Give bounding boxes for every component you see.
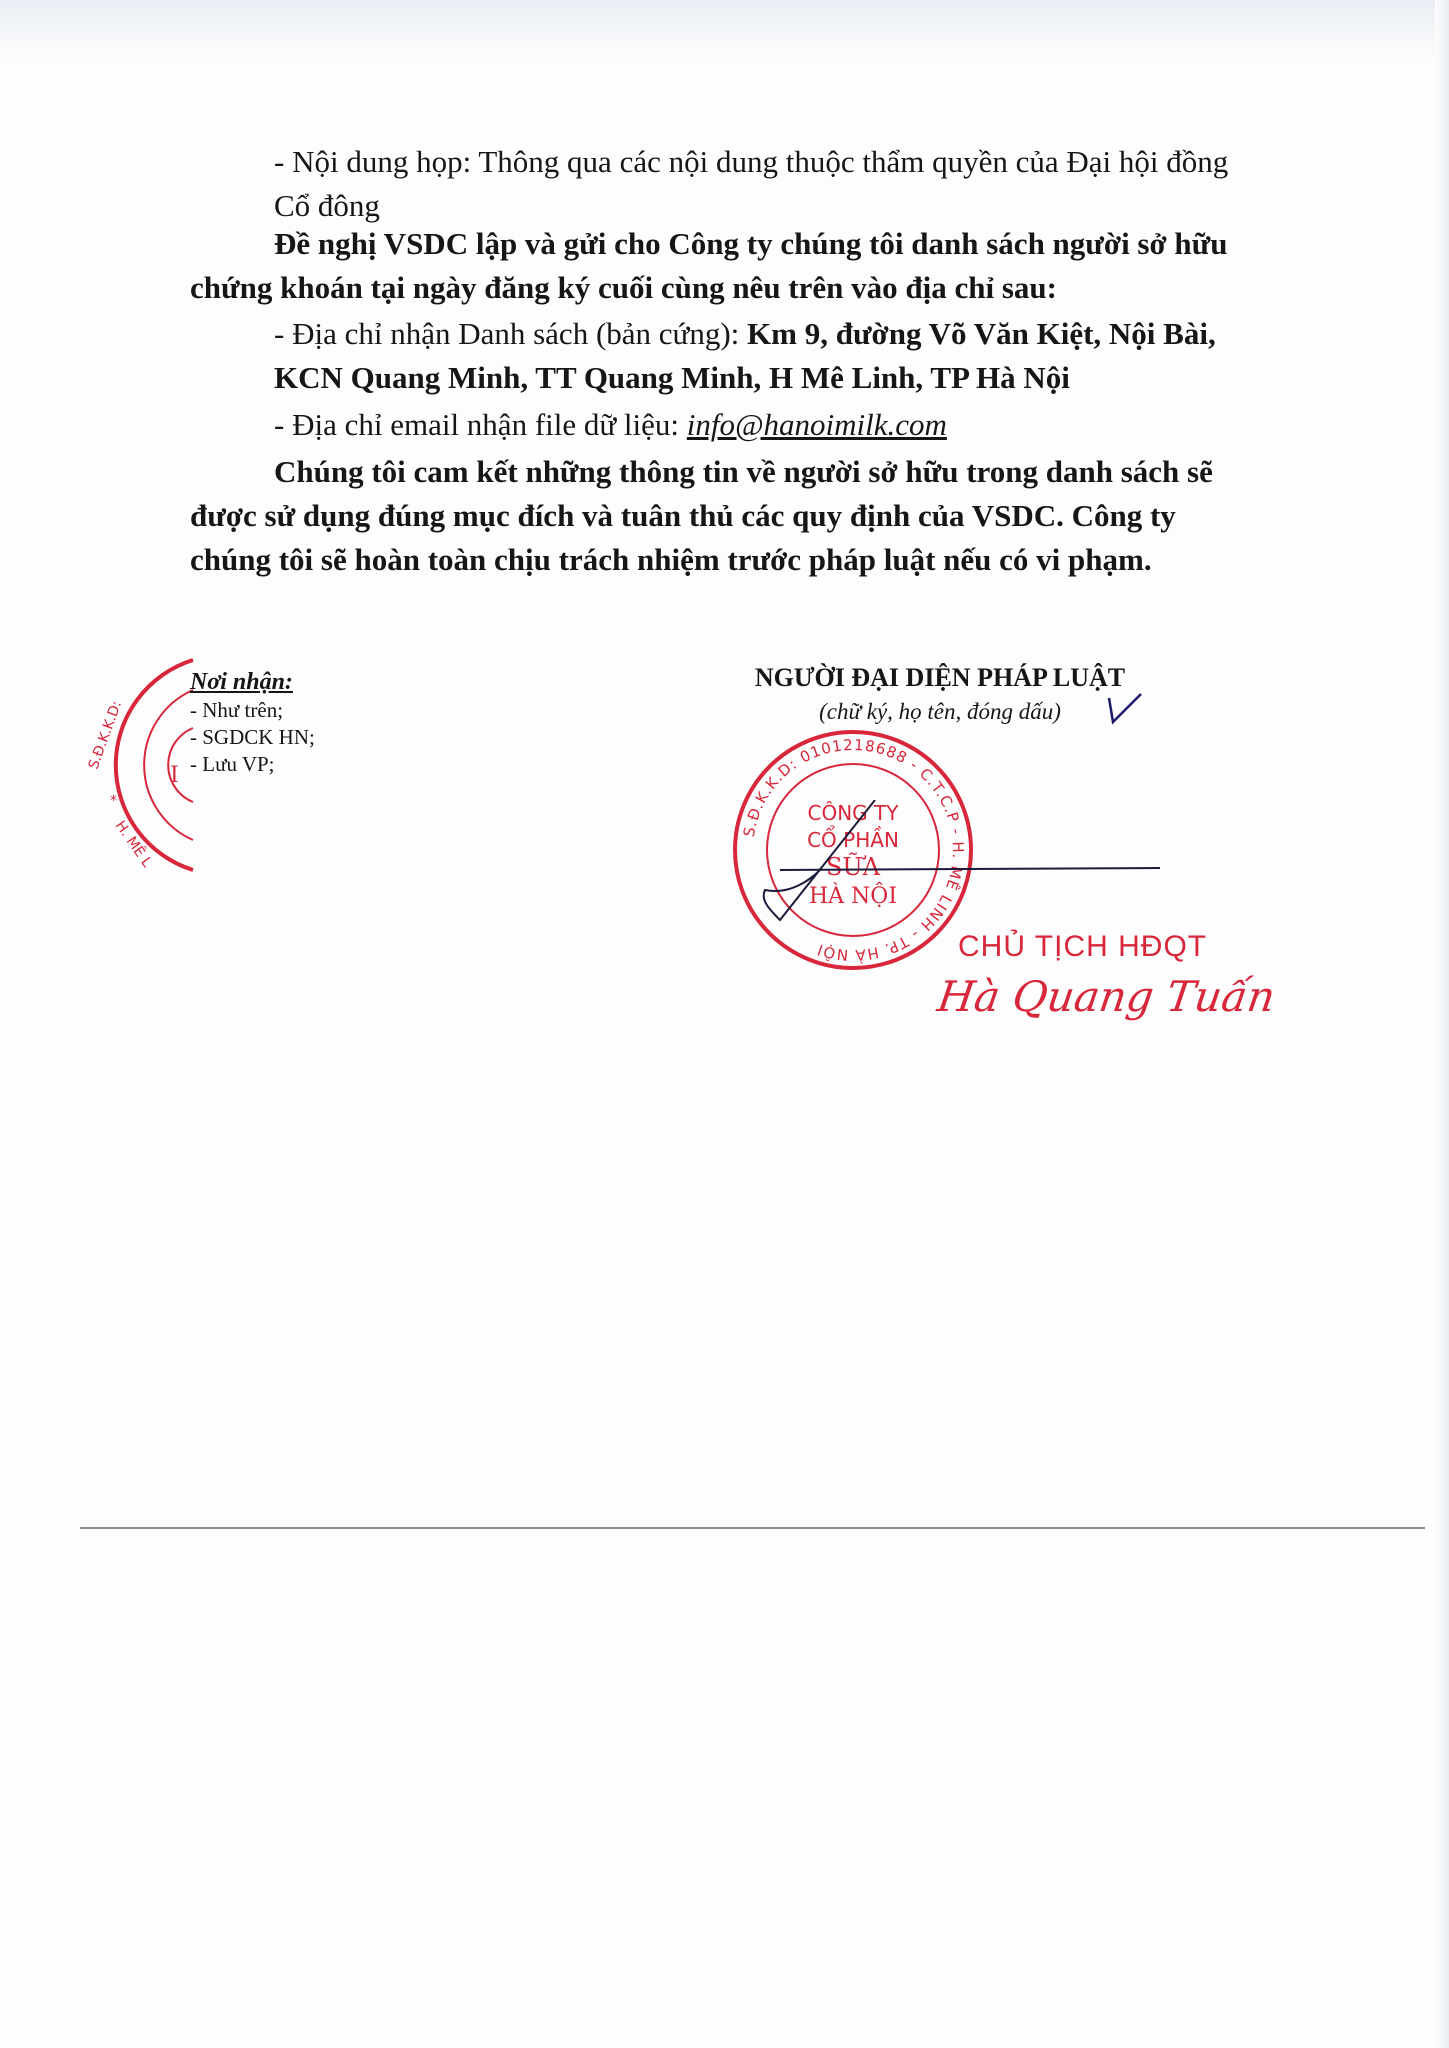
svg-text:*: * [110,793,117,809]
recipient-item: - Như trên; [190,698,284,722]
seal-line: SỮA [826,853,880,881]
seal-outer-text: S.Đ.K.K.D: 0101218688 - C.T.C.P - H. MÊ LINH - TP. HÀ NỘI [739,735,968,965]
meeting-line-cont: Cổ đông [274,188,380,223]
svg-text:I: I [170,763,179,788]
email-link[interactable]: info@hanoimilk.com [686,407,947,442]
commit-line: chúng tôi sẽ hoàn toàn chịu trách nhiệm trước pháp luật nếu có vi phạm. [190,542,1152,577]
seal-line: CÔNG TY [807,801,899,825]
address-label: - Địa chỉ nhận Danh sách (bản cứng): [274,316,740,351]
request-line: Đề nghị VSDC lập và gửi cho Công ty chúng tôi danh sách người sở hữu [274,226,1228,261]
recipients-heading: Nơi nhận: [190,669,293,695]
signer-position: CHỦ TỊCH HĐQT [958,930,1208,963]
address-value: Km 9, đường Võ Văn Kiệt, Nội Bài, [747,316,1216,351]
recipient-item: - SGDCK HN; [190,725,315,749]
request-line: chứng khoán tại ngày đăng ký cuối cùng nêu trên vào địa chỉ sau: [190,270,1057,305]
scan-edge-right [1435,0,1449,2048]
initial-mark-icon [1105,688,1145,728]
email-label: - Địa chỉ email nhận file dữ liệu: [274,407,680,442]
seal-line: HÀ NỘI [808,884,898,909]
signature-note: (chữ ký, họ tên, đóng dấu) [819,699,1061,724]
commit-line: Chúng tôi cam kết những thông tin về người sở hữu trong danh sách sẽ [274,454,1213,489]
email-block [190,403,1280,447]
svg-text:S.Đ.K.K.D:: S.Đ.K.K.D: [85,698,126,772]
recipient-item: - Lưu VP; [190,752,275,776]
recipients-block [190,667,315,778]
commit-line: được sử dụng đúng mục đích và tuân thủ các quy định của VSDC. Công ty [190,498,1176,533]
page-fold-divider [80,1527,1425,1529]
meeting-content [190,140,1280,228]
request-paragraph [190,222,1280,310]
partial-seal-image [75,650,195,880]
signature-title: NGƯỜI ĐẠI DIỆN PHÁP LUẬT [754,663,1126,692]
address-line [190,312,1280,356]
seal-line: CỔ PHẦN [807,828,899,852]
handwritten-signature-image [720,800,1200,940]
email-line [190,403,1280,447]
scan-edge [0,0,1449,62]
commitment-paragraph [190,450,1280,582]
signer-name: Hà Quang Tuấn [934,972,1279,1021]
meeting-line: - Nội dung họp: Thông qua các nội dung thuộc thẩm quyền của Đại hội đồng [274,144,1229,179]
address-block [190,312,1280,400]
svg-text:H. MÊ L: H. MÊ L [111,818,155,871]
address-value-cont: KCN Quang Minh, TT Quang Minh, H Mê Linh, TP Hà Nội [274,360,1070,395]
